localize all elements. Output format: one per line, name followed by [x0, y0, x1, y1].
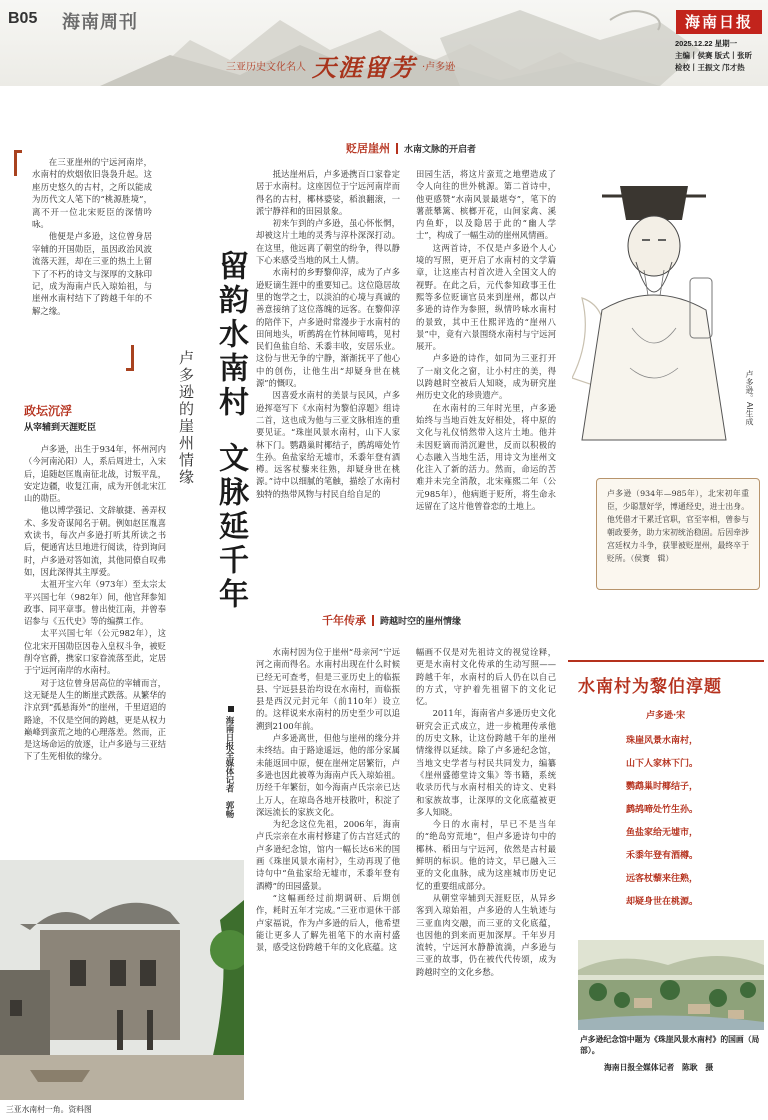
intro-bracket-top [14, 150, 22, 176]
intro-bracket-bottom [126, 345, 134, 371]
page-number: B05 [8, 10, 38, 27]
sec3-body-col2 [416, 646, 556, 1066]
sec3-paragraph: 从朝堂宰辅到天涯贬臣，从异乡客到入琼始祖，卢多逊的人生轨迹与三亚血肉交融，而三亚的文化底蕴，也因他的到来而更加深厚。千年岁月流转，宁远河水静静流淌，卢多逊与三亚的故事，仍在被代代传颂，成为跨越时空的文化乡愁。 [416, 892, 556, 977]
village-painting-image [578, 940, 764, 1030]
sec3-paragraph: 今日的水南村，早已不是当年的“绝岛穷荒地”，但卢多逊诗句中的椰林、稻田与宁远河，依然是古村最鲜明的标识。他的诗文，早已融入三亚的文化血脉，成为这座城市历史记忆的重要组成部分。 [416, 819, 556, 891]
sec3-paragraph: 水南村因为位于崖州“母亲河”宁远河之南而得名。水南村出现在什么时候已经无可查考，但是三亚历史上的临振县、宁远县县治均设在水南村，而临振县是西汉元封元年（前110年）设立的。这样说来水南村的历史至少可以追溯到2100年前。 [256, 647, 400, 731]
poem-line: 远客杖藜来往熟， [626, 874, 699, 884]
intro-text [32, 156, 152, 317]
sec2-header [346, 140, 476, 156]
poem-line: 山下人家林下门。 [626, 759, 699, 769]
sec3-paragraph: 2011年，海南省卢多逊历史文化研究会正式成立，进一步梳理传承他的历史文脉，让这份跨越千年的崖州情缘得以延续。除了卢多逊纪念馆，当地文史学者与村民共同发力，编纂《崖州盛德堂诗文集》等书籍，系统收录历代与水南村相关的诗文、史料和家族故事，让深厚的文化底蕴被更多人知晓。 [416, 708, 556, 817]
sec1-body [24, 443, 166, 838]
sec2-body-col2 [416, 168, 556, 608]
sec3-paragraph: 幅画不仅是对先祖诗文的视觉诠释，更是水南村文化传承的生动写照——跨越千年，水南村的后人仍在以自己的方式，守护着先祖留下的文化记忆。 [416, 647, 556, 707]
checkers-line: 检校丨王振文 邝才热 [675, 63, 745, 72]
issue-date: 2025.12.22 星期一 [675, 39, 738, 48]
portrait-illustration [572, 178, 752, 468]
sec2-paragraph: 水南村的乡野黎仰淳，成为了卢多逊贬谪生涯中的重要知己。这位隐居故里的饱学之士，以淡泊的心境与真诚的善意接纳了这位落魄的远客。在黎仰淳的陪伴下，卢多逊时常漫步于水南村的田间地头，听鹧鸪在竹林间啼鸣，见村民们鱼盐自给、禾黍丰收，安居乐业。这份与世无争的宁静，渐渐抚平了他心中的创伤，让他生出“却疑身世在桃源”的慨叹。 [256, 267, 400, 389]
sec2-paragraph: 在水南村的三年时光里，卢多逊始终与当地百姓友好相处，将中原的文化与礼仪悄然带入这片土地。他并未因贬谪而消沉避世，反而以积极的心态融入当地生活，用诗文为崖州文化注入了新的活力。然而，命运的苦难并未完全消散，北宋雍熙二年（公元985年），他病逝于贬所，将生命永远留在了这片他曾眷恋的土地上。 [416, 402, 556, 512]
subheadline: 卢多逊的崖州情缘 [177, 350, 195, 486]
poem-line: 却疑身世在桃源。 [626, 897, 699, 907]
byline: 海南日报全媒体记者 郭畅 [225, 716, 235, 818]
sec3-header [322, 612, 461, 628]
sec3-paragraph: “这幅画经过前期调研、后期创作，耗时五年才完成。”三亚市退休干部卢家福说，作为卢多逊的后人，他希望能让更多人了解先祖笔下的水南村盛景，感受这份跨越千年的文化底蕴。这 [256, 892, 400, 953]
sec1-paragraph: 对于这位曾身居高位的宰辅而言，这无疑是人生的断崖式跌落。从繁华的汴京到“孤悬海外”的崖州，千里迢迢的路途，不仅是空间的跨越，更是从权力巅峰到蛮荒之地的心理落差。然而，正是这场命运的放逐，让卢多逊与三亚结下了生死相依的缘分。 [24, 677, 166, 762]
poem-line: 禾黍年登有酒樽。 [626, 851, 699, 861]
village-photo [0, 860, 244, 1100]
sec2-subtitle: 水南文脉的开启者 [404, 143, 477, 154]
poem-author: 卢多逊·宋 [646, 711, 686, 721]
series-label: 三亚历史文化名人 [226, 62, 306, 73]
poem-line: 鱼盐家给无墟市， [626, 828, 699, 838]
sec3-paragraph: 卢多逊离世，但他与崖州的缘分并未终结。由于路途遥远，他的部分家属未能返回中原，便在崖州定居繁衍，卢多逊也因此被尊为海南卢氏入琼始祖。历经千年繁衍，如今海南卢氏宗亲已达上万人，在琼岛各地开枝散叶，积淀了深远流长的家族文化。 [256, 733, 400, 817]
sec3-divider [372, 615, 374, 626]
sec3-subtitle: 跨越时空的崖州情缘 [380, 615, 462, 626]
headline [208, 250, 252, 670]
portrait-caption: 卢多逊。AI生成 [745, 370, 754, 426]
painting-caption: 卢多逊纪念馆中题为《珠崖风景水南村》的国画（局部）。 [580, 1035, 760, 1055]
sec3-title: 千年传承 [322, 614, 366, 627]
sec2-paragraph: 初来乍到的卢多逊，虽心怀怅惘，却被这片土地的灵秀与淳朴深深打动。在这里，他远离了朝堂的纷争，得以静下心来感受当地的风土人情。 [256, 218, 400, 266]
sec1-paragraph: 卢多逊，出生于934年，怀州河内（今河南沁阳）人，系后周进士，入宋后，追随赵匡胤南征北战，讨叛平乱，安定边疆，收复江南，成为开创北宋江山的勋臣。 [24, 444, 166, 504]
sec2-paragraph: 田园生活，将这片蛮荒之地塑造成了令人向往的世外桃源。第二首诗中，他更感赞“水南风景最堪夸”，笔下的薯蔗攀篱、槟榔开花，山间家禽、溪内鱼虾，以及隐居于此的“幽人学士”，构成了一幅生动的崖州风情画。 [416, 169, 556, 241]
poem-line: 鹧鸪啼处竹生孙。 [626, 805, 699, 815]
official-portrait-image [572, 178, 752, 468]
sec2-paragraph: 抵达崖州后，卢多逊携百口家眷定居于水南村。这座因位于宁远河南岸而得名的古村，椰林婆娑，稻浪翻滚，一派宁静祥和的田园景象。 [256, 169, 400, 216]
poem-title: 水南村为黎伯淳题 [578, 677, 722, 697]
bio-box [596, 478, 760, 590]
intro-paragraph: 他便是卢多逊，这位曾身居宰辅的开国勋臣，虽因政治风波流落天涯，却在三亚的热土上留下了不朽的诗文与深厚的文脉印记，成为海南卢氏入琼始祖，与崖州水南村结下了跨越千年的不解之缘。 [32, 231, 152, 316]
intro-paragraph: 在三亚崖州的宁远河南岸，水南村的炊烟依旧袅袅升起。这座历史悠久的古村，之所以能成为历代文人笔下的“桃源胜境”，离不开一位北宋贬臣的深情吟咏。 [32, 157, 152, 230]
village-photo-caption: 三亚水南村一角。资料图 [6, 1105, 92, 1114]
sec2-title: 贬居崖州 [346, 142, 390, 155]
poem-line: 珠崖风景水南村， [626, 736, 699, 746]
sec1-subtitle: 从宰辅到天涯贬臣 [24, 422, 97, 432]
poem-lines [626, 730, 756, 914]
series-title: 天涯留芳 [312, 53, 416, 82]
headline-part-a: 留韵水南村 [213, 250, 248, 420]
painting-photo [578, 940, 764, 1030]
village-house-image [0, 860, 244, 1100]
sec3-paragraph: 为纪念这位先祖，2006年，海南卢氏宗亲在水南村修建了仿古宫廷式的卢多逊纪念馆，馆内一幅长达6米的国画《珠崖风景水南村》，生动再现了他诗句中“鱼盐家给无墟市，禾黍年登有酒樽”的田园盛景。 [256, 819, 400, 891]
sec2-paragraph: 因喜爱水南村的美景与民风，卢多逊挥毫写下《水南村为黎伯淳题》组诗二首，这也成为他与三亚文脉相连的重要见证。“珠崖风景水南村，山下人家林下门。鹦鹉巢时椰结子，鹧鸪啼处竹生孙。鱼盐家给无墟市，禾黍年登有酒樽。远客杖藜来往熟，却疑身世在桃源。”诗中以细腻的笔触，描绘了水南村独特的热带风物与村民自给自足的 [256, 390, 400, 499]
series-person: ·卢多逊 [422, 62, 456, 73]
sec1-title: 政坛沉浮 [24, 404, 73, 418]
bio-text: 卢多逊（934年—985年），北宋初年重臣，少聪慧好学，博通经史，进士出身。他凭借才干累迁官职，官至宰相，曾参与朝政要务，助力宋初统治稳固。后因牵涉宫廷权力斗争，获罪被贬崖州，最终卒于贬所。（侯赛 辑） [607, 489, 749, 563]
sec2-divider [396, 143, 398, 154]
page-section-name: 海南周刊 [62, 12, 138, 32]
sec1-paragraph: 太平兴国七年（公元982年），这位北宋开国勋臣因卷入皇权斗争，被贬削夺官爵，携家口家眷流落至此，定居于宁远河南岸的水南村。 [24, 628, 166, 676]
sec2-body-col1 [256, 168, 400, 618]
sec1-paragraph: 他以博学强记、文辞敏捷、善弄权术、多发奇谋闻名于朝。例如赵匡胤喜欢读书，每次卢多逊打听其所读之书后，便通宵达旦地进行阅读，待到询问时，卢多逊对答如流，其他同僚自叹弗如，因此深得其主厚爱。 [24, 505, 166, 577]
sec3-body-col1 [256, 646, 400, 1066]
sec2-paragraph: 这两首诗，不仅是卢多逊个人心境的写照，更开启了水南村的文学篇章，让这座古村首次进入全国文人的视野。在此之后，元代参知政事王仕熙等多位贬谪官员来到崖州，都以卢多逊的诗作为参照，纵情吟咏水南村的景致，其中王仕熙评选的“崖州八景”中，竟有六景围绕水南村与宁远河展开。 [416, 242, 556, 352]
poem-line: 鹦鹉巢时椰结子， [626, 782, 699, 792]
dateline [675, 38, 767, 74]
poem-top-rule [568, 660, 764, 672]
sec2-paragraph: 卢多逊的诗作，如同为三亚打开了一扇文化之窗，让小村庄的美，得以跨越时空被后人知晓，成为研究崖州历史文化的珍贵遗产。 [416, 353, 556, 401]
sec1-paragraph: 太祖开宝六年（973年）至太宗太平兴国七年（982年）间，他官拜参知政事、同平章事。曾出使江南，并曾奉诏参与《五代史》等的编撰工作。 [24, 579, 166, 627]
painting-credit: 海南日报全媒体记者 陈耿 摄 [604, 1063, 714, 1072]
editors-line: 主编丨侯赛 版式丨张昕 [675, 51, 753, 60]
byline-marker [228, 706, 234, 712]
series-banner [226, 48, 455, 83]
newspaper-logo: 海南日报 [676, 10, 762, 34]
headline-part-b: 文脉延千年 [213, 442, 248, 612]
